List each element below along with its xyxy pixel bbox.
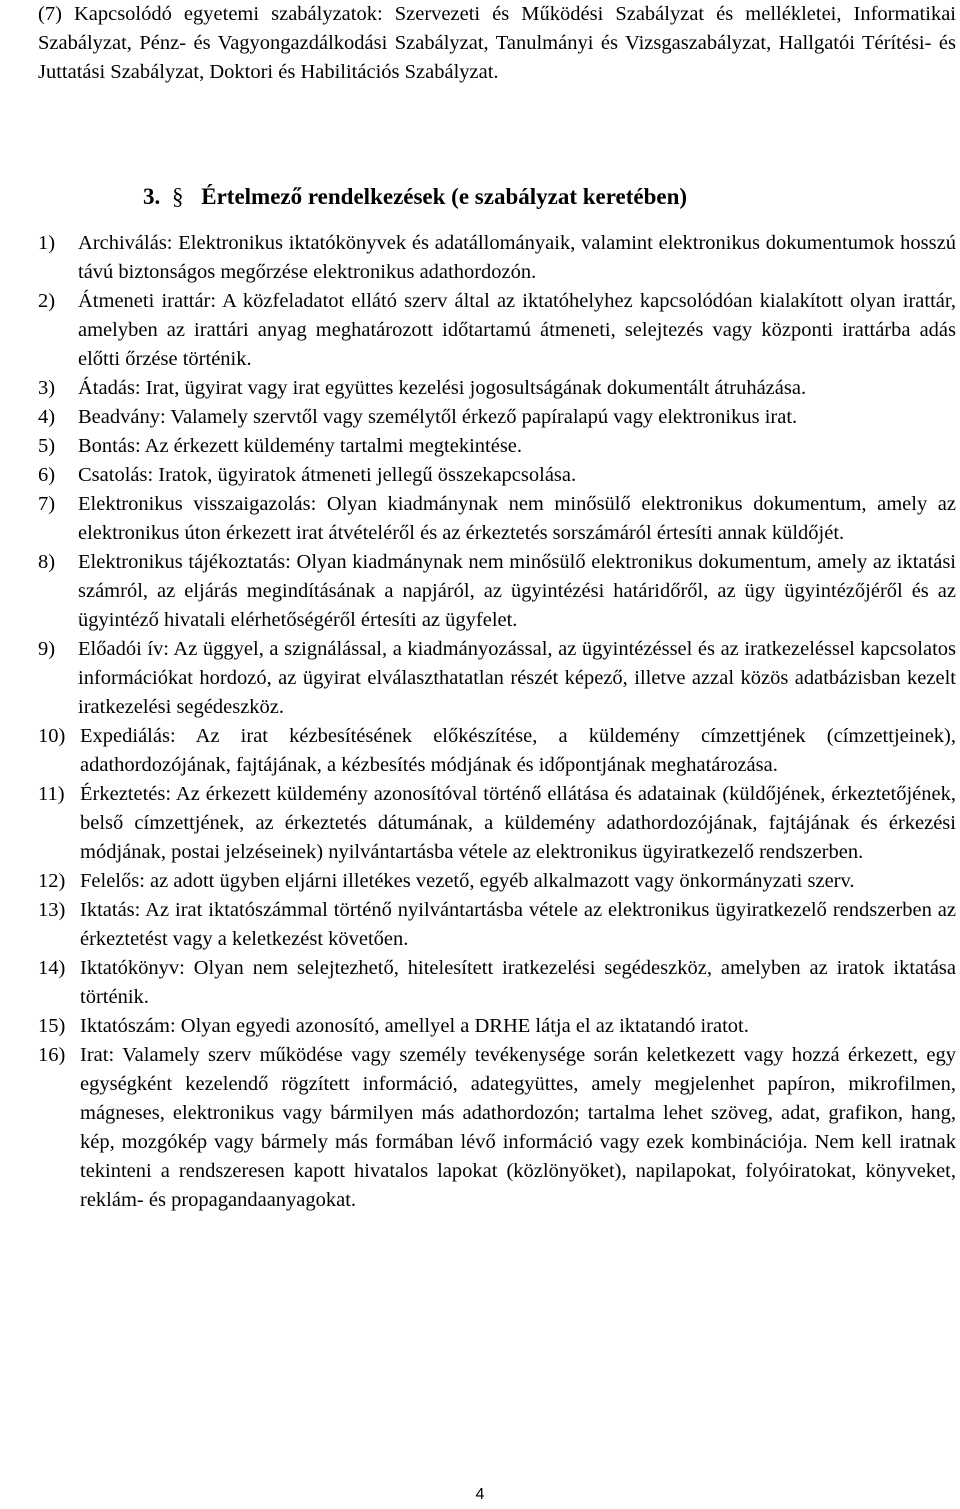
definition-text: Elektronikus tájékoztatás: Olyan kiadmánynak nem minősülő elektronikus dokumentum, amely az iktatási számról, az eljárás megindításának a napjáról, az ügyintézési határidőről, az ügy ügyintézőjéről és az ügyintéző hivatali elérhetőségéről értesíti az ügyfelet. (78, 551, 956, 631)
section-heading (38, 181, 956, 213)
definition-number: 5) (38, 435, 56, 457)
definition-text: Előadói ív: Az üggyel, a szignálással, a kiadmányozással, az ügyintézéssel és az iratkezeléssel kapcsolatos információkat hordozó, az ügyirat elválaszthatatlan részét képező, illetve azzal közös adatbázisban kezelt iratkezelési segédeszköz. (78, 638, 956, 718)
definitions-list (38, 229, 956, 1215)
definition-number: 13) (38, 899, 66, 921)
definition-text: Átadás: Irat, ügyirat vagy irat együttes kezelési jogosultságának dokumentált átruházása. (78, 377, 807, 399)
definition-text: Érkeztetés: Az érkezett küldemény azonosítóval történő ellátása és adatainak (küldőjének, érkeztetőjének, belső címzettjének, az érkeztetés dátumának, a küldemény adathordozójának, fajtájának és érkezési módjának, postai jelzéseinek) nyilvántartásba vétele az elektronikus ügyiratkezelő rendszerben. (80, 783, 956, 863)
definition-text: Felelős: az adott ügyben eljárni illetékes vezető, egyéb alkalmazott vagy önkormányzati szerv. (80, 870, 855, 892)
definition-number: 3) (38, 377, 56, 399)
definition-number: 8) (38, 551, 56, 573)
definition-number: 11) (38, 783, 65, 805)
definition-text: Iktatókönyv: Olyan nem selejtezhető, hitelesített iratkezelési segédeszköz, amelyben az iratok iktatása történik. (80, 957, 956, 1008)
definition-item (38, 374, 956, 403)
definition-item (38, 722, 956, 780)
definition-item (38, 229, 956, 287)
related-regulations-paragraph: (7) Kapcsolódó egyetemi szabályzatok: Szervezeti és Működési Szabályzat és mellékletei, Informatikai Szabályzat, Pénz- és Vagyongazdálkodási Szabályzat, Tanulmányi és Vizsgaszabályzat, Hallgatói Térítési- és Juttatási Szabályzat, Doktori és Habilitációs Szabályzat. (38, 3, 956, 83)
page-number: 4 (475, 1486, 485, 1503)
definition-number: 7) (38, 493, 56, 515)
definition-number: 16) (38, 1044, 66, 1066)
definition-item (38, 896, 956, 954)
section-symbol: § (172, 184, 184, 209)
definition-item (38, 548, 956, 635)
definition-text: Elektronikus visszaigazolás: Olyan kiadmánynak nem minősülő elektronikus dokumentum, amely az elektronikus úton érkezett irat átvételéről és az érkeztetés sorszámáról értesíti annak küldőjét. (78, 493, 956, 544)
definition-number: 6) (38, 464, 56, 486)
definition-text: Iktatószám: Olyan egyedi azonosító, amellyel a DRHE látja el az iktatandó iratot. (80, 1015, 749, 1037)
definition-text: Csatolás: Iratok, ügyiratok átmeneti jellegű összekapcsolása. (78, 464, 577, 486)
section-title: Értelmező rendelkezések (e szabályzat keretében) (201, 184, 688, 209)
definition-text: Bontás: Az érkezett küldemény tartalmi megtekintése. (78, 435, 523, 457)
section-number: 3. (143, 184, 161, 209)
definition-text: Beadvány: Valamely szervtől vagy személytől érkező papíralapú vagy elektronikus irat. (78, 406, 798, 428)
definition-item (38, 403, 956, 432)
definition-item (38, 461, 956, 490)
definition-number: 4) (38, 406, 56, 428)
definition-text: Iktatás: Az irat iktatószámmal történő nyilvántartásba vétele az elektronikus ügyiratkezelő rendszerben az érkeztetést vagy a keletkezést követően. (80, 899, 956, 950)
definition-number: 9) (38, 638, 56, 660)
definition-number: 12) (38, 870, 66, 892)
definition-item (38, 432, 956, 461)
definition-number: 15) (38, 1015, 66, 1037)
definition-number: 10) (38, 725, 66, 747)
definition-item (38, 287, 956, 374)
definition-item (38, 1041, 956, 1215)
definition-text: Archiválás: Elektronikus iktatókönyvek és adatállományaik, valamint elektronikus dokumentumok hosszú távú biztonságos megőrzése elektronikus adathordozón. (78, 232, 956, 283)
definition-number: 14) (38, 957, 66, 979)
definition-number: 2) (38, 290, 56, 312)
document-page (38, 0, 956, 1215)
definition-text: Expediálás: Az irat kézbesítésének előkészítése, a küldemény címzettjének (címzettjeinek), adathordozójának, fajtájának, a kézbesítés módjának és időpontjának meghatározása. (80, 725, 956, 776)
definition-text: Irat: Valamely szerv működése vagy személy tevékenysége során keletkezett vagy hozzá érkezett, egy egységként kezelendő rögzített információ, adategyüttes, amely megjelenhet papíron, mikrofilmen, mágneses, elektronikus vagy bármilyen más adathordozón; tartalma lehet szöveg, adat, grafikon, hang, kép, mozgókép vagy bármely más formában lévő információ vagy ezek kombinációja. Nem kell iratnak tekinteni a rendszeresen kapott hivatalos lapokat (közlönyöket), napilapokat, folyóiratokat, könyveket, reklám- és propagandaanyagokat. (80, 1044, 956, 1211)
definition-item (38, 867, 956, 896)
definition-item (38, 635, 956, 722)
definition-item (38, 780, 956, 867)
definition-item (38, 490, 956, 548)
definition-text: Átmeneti irattár: A közfeladatot ellátó szerv által az iktatóhelyhez kapcsolódóan kialakított olyan irattár, amelyben az irattári anyag meghatározott időtartamú átmeneti, selejtezés vagy központi irattárba adás előtti őrzése történik. (78, 290, 956, 370)
definition-item (38, 954, 956, 1012)
definition-item (38, 1012, 956, 1041)
definition-number: 1) (38, 232, 56, 254)
